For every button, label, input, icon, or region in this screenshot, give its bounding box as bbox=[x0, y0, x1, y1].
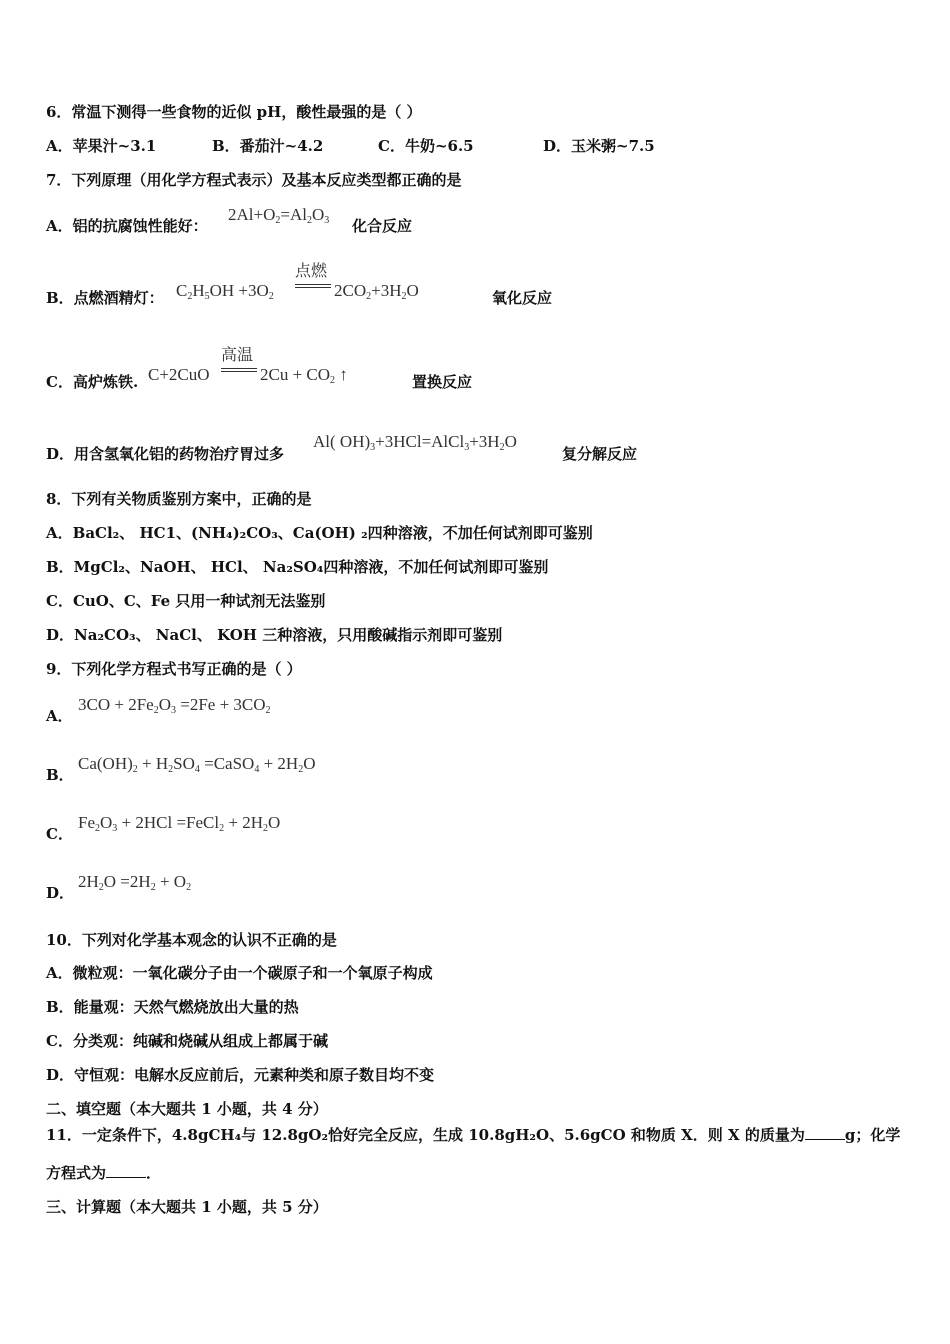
q7-stem: 7．下列原理（用化学方程式表示）及基本反应类型都正确的是 bbox=[46, 171, 462, 189]
q7-option-b-condition: 点燃 bbox=[295, 263, 328, 280]
section-2-heading: 二、填空题（本大题共 1 小题，共 4 分） bbox=[46, 1100, 328, 1118]
q9-option-b-label: B． bbox=[46, 766, 74, 784]
q10-option-a: A．微粒观：一氧化碳分子由一个碳原子和一个氧原子构成 bbox=[46, 964, 433, 982]
q7-option-b-type: 氧化反应 bbox=[492, 289, 553, 307]
q7-option-c-products: $2Cu + CO_2$ ↑ bbox=[260, 365, 348, 386]
q10-option-d: D．守恒观：电解水反应前后，元素种类和原子数目均不变 bbox=[46, 1066, 435, 1084]
q6-option-a: A．苹果汁~3.1 bbox=[46, 137, 157, 155]
q9-option-a-equation: $3CO + 2Fe_2O_3 =2Fe + 3CO_2$ bbox=[78, 695, 271, 716]
q7-option-a-type: 化合反应 bbox=[352, 217, 413, 235]
q8-stem: 8．下列有关物质鉴别方案中，正确的是 bbox=[46, 490, 312, 508]
q10-option-c: C．分类观：纯碱和烧碱从组成上都属于碱 bbox=[46, 1032, 328, 1050]
q6-option-b: B．番茄汁~4.2 bbox=[212, 137, 324, 155]
q11-blank-mass[interactable] bbox=[805, 1125, 845, 1140]
q9-option-d-label: D． bbox=[46, 884, 75, 902]
q8-option-c: C．CuO、C、Fe 只用一种试剂无法鉴别 bbox=[46, 592, 326, 610]
q7-option-c-reactants: C+2CuO bbox=[148, 365, 210, 384]
q7-option-c-condition: 高温 bbox=[221, 347, 254, 364]
q7-option-b-reactants: $C_2H_5OH +3O_2$ bbox=[176, 281, 274, 302]
q11-line-2-tail: ． bbox=[146, 1164, 162, 1182]
section-3-heading: 三、计算题（本大题共 1 小题，共 5 分） bbox=[46, 1198, 328, 1216]
q7-option-d-equation: Al( $OH)_3+3HCl=AlCl_3+3H_2O$ bbox=[313, 432, 517, 453]
q11-line-2 bbox=[46, 1163, 161, 1183]
q7-option-c-type: 置换反应 bbox=[412, 373, 473, 391]
q9-option-c-equation: $Fe_2O_3 + 2HCl$ =FeCl$_2$ + $2H_2O$ bbox=[78, 813, 281, 834]
q8-option-a: A．BaCl₂、 HC1、(NH₄)₂CO₃、Ca(OH) ₂四种溶液，不加任何试剂即可鉴别 bbox=[46, 524, 593, 542]
q7-option-b-double-line bbox=[295, 284, 331, 288]
q7-option-a-equation: $2Al+O_2=Al_2O_3$ bbox=[228, 205, 330, 226]
q7-option-d-label: D．用含氢氧化铝的药物治疗胃过多 bbox=[46, 445, 285, 463]
q11-line-1-text: 11．一定条件下，4.8gCH₄与 12.8gO₂恰好完全反应，生成 10.8gH₂O、5.6gCO 和物质 X．则 X 的质量为 bbox=[46, 1126, 805, 1144]
q9-option-d-equation: $2H_2O =2H_2 + O_2$ bbox=[78, 872, 192, 893]
q11-line-1-tail: g；化学 bbox=[844, 1126, 901, 1144]
q7-option-b-products: $2CO_2+3H_2O$ bbox=[334, 281, 419, 302]
q11-line-1 bbox=[46, 1125, 900, 1145]
q11-line-2-text: 方程式为 bbox=[46, 1164, 107, 1182]
q6-option-c: C．牛奶~6.5 bbox=[378, 137, 474, 155]
q8-option-d: D．Na₂CO₃、 NaCl、 KOH 三种溶液，只用酸碱指示剂即可鉴别 bbox=[46, 626, 503, 644]
q7-option-d-type: 复分解反应 bbox=[562, 445, 638, 463]
q10-option-b: B．能量观：天然气燃烧放出大量的热 bbox=[46, 998, 299, 1016]
q6-option-d: D．玉米粥~7.5 bbox=[543, 137, 655, 155]
q9-option-a-label: A． bbox=[46, 707, 73, 725]
q9-option-c-label: C． bbox=[46, 825, 73, 843]
q7-option-b-label: B．点燃酒精灯： bbox=[46, 289, 164, 307]
q6-stem: 6．常温下测得一些食物的近似 pH，酸性最强的是（ ） bbox=[46, 103, 422, 121]
q7-option-c-double-line bbox=[221, 368, 257, 372]
q10-stem: 10．下列对化学基本观念的认识不正确的是 bbox=[46, 931, 337, 949]
q7-option-c-label: C．高炉炼铁. bbox=[46, 373, 139, 391]
q9-option-b-equation: $Ca(OH)_2 + H_2SO_4$ =CaSO$_4$ + $2H_2O$ bbox=[78, 754, 316, 775]
q11-blank-equation[interactable] bbox=[106, 1163, 146, 1178]
q7-option-a-label: A．铝的抗腐蚀性能好： bbox=[46, 217, 208, 235]
q8-option-b: B．MgCl₂、NaOH、 HCl、 Na₂SO₄四种溶液，不加任何试剂即可鉴别 bbox=[46, 558, 549, 576]
q9-stem: 9．下列化学方程式书写正确的是（ ） bbox=[46, 660, 302, 678]
